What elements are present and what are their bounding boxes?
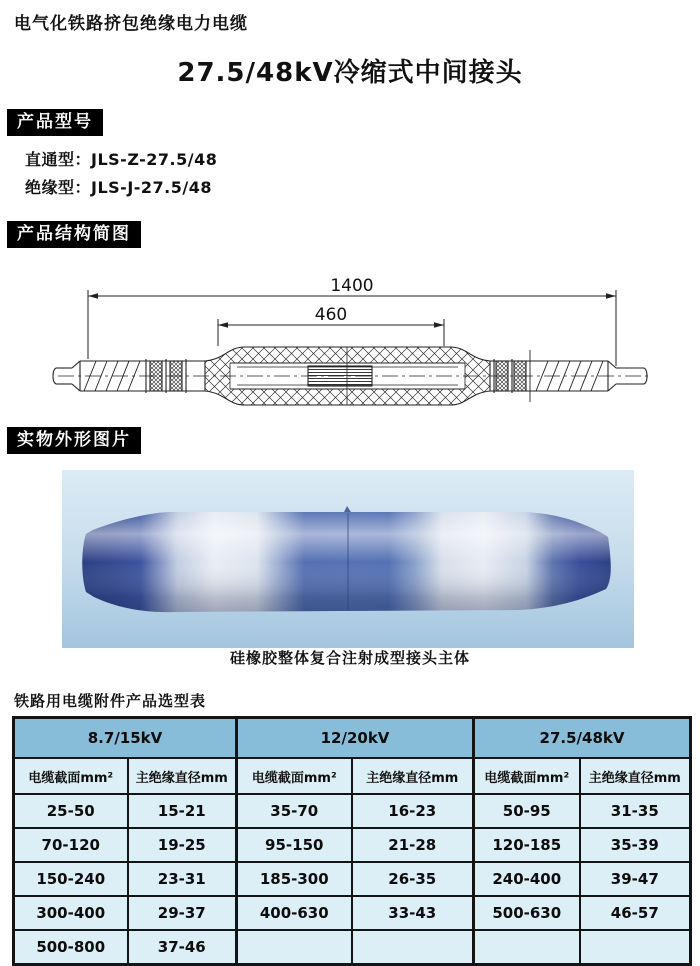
page-title: 27.5/48kV冷缩式中间接头 <box>177 58 523 88</box>
cell: 26-35 <box>352 862 474 896</box>
cell: 70-120 <box>14 828 128 862</box>
col-header-diameter: 主绝缘直径mm <box>128 758 237 794</box>
cell: 23-31 <box>128 862 237 896</box>
cell: 500-630 <box>474 896 580 930</box>
table-row <box>14 896 691 930</box>
table-kv-header-row <box>14 718 691 759</box>
cell: 400-630 <box>237 896 352 930</box>
selection-table <box>12 716 692 966</box>
model-line-insulated-type: 绝缘型：JLS-J-27.5/48 <box>25 178 212 197</box>
cell: 150-240 <box>14 862 128 896</box>
cell: 185-300 <box>237 862 352 896</box>
col-header-diameter: 主绝缘直径mm <box>580 758 691 794</box>
cell: 29-37 <box>128 896 237 930</box>
cell: 95-150 <box>237 828 352 862</box>
cell: 46-57 <box>580 896 691 930</box>
col-header-diameter: 主绝缘直径mm <box>352 758 474 794</box>
cell: 35-70 <box>237 794 352 828</box>
table-row <box>14 794 691 828</box>
joint-cross-section <box>53 347 648 405</box>
table-row <box>14 862 691 896</box>
col-header-section: 电缆截面mm² <box>14 758 128 794</box>
kv-header-8-7-15: 8.7/15kV <box>14 718 237 759</box>
cell: 300-400 <box>14 896 128 930</box>
col-header-section: 电缆截面mm² <box>237 758 352 794</box>
col-header-section: 电缆截面mm² <box>474 758 580 794</box>
cell: 25-50 <box>14 794 128 828</box>
dimension-1400-label: 1400 <box>330 276 374 296</box>
cell: 39-47 <box>580 862 691 896</box>
table-title: 铁路用电缆附件产品选型表 <box>14 692 207 710</box>
cell: 33-43 <box>352 896 474 930</box>
cell: 31-35 <box>580 794 691 828</box>
cell: 240-400 <box>474 862 580 896</box>
photo-caption: 硅橡胶整体复合注射成型接头主体 <box>229 649 470 667</box>
section-badge-structure-diagram: 产品结构简图 <box>7 221 141 248</box>
cell <box>580 930 691 965</box>
cell: 21-28 <box>352 828 474 862</box>
kv-header-27-5-48: 27.5/48kV <box>474 718 691 759</box>
section-badge-product-model: 产品型号 <box>7 109 103 136</box>
cell: 19-25 <box>128 828 237 862</box>
cell <box>352 930 474 965</box>
cell: 35-39 <box>580 828 691 862</box>
dimension-460-label: 460 <box>314 305 348 325</box>
table-column-header-row <box>14 758 691 794</box>
cell: 16-23 <box>352 794 474 828</box>
structure-diagram <box>0 260 700 432</box>
cell <box>474 930 580 965</box>
cell: 500-800 <box>14 930 128 965</box>
doc-header: 电气化铁路挤包绝缘电力电缆 <box>14 14 248 34</box>
table-row <box>14 930 691 965</box>
product-photo <box>62 470 634 648</box>
cell <box>237 930 352 965</box>
cell: 50-95 <box>474 794 580 828</box>
joint-body <box>82 506 611 612</box>
cell: 120-185 <box>474 828 580 862</box>
table-row <box>14 828 691 862</box>
kv-header-12-20: 12/20kV <box>237 718 474 759</box>
cell: 15-21 <box>128 794 237 828</box>
cell: 37-46 <box>128 930 237 965</box>
model-line-through-type: 直通型：JLS-Z-27.5/48 <box>25 150 218 169</box>
section-badge-photo: 实物外形图片 <box>7 427 141 454</box>
